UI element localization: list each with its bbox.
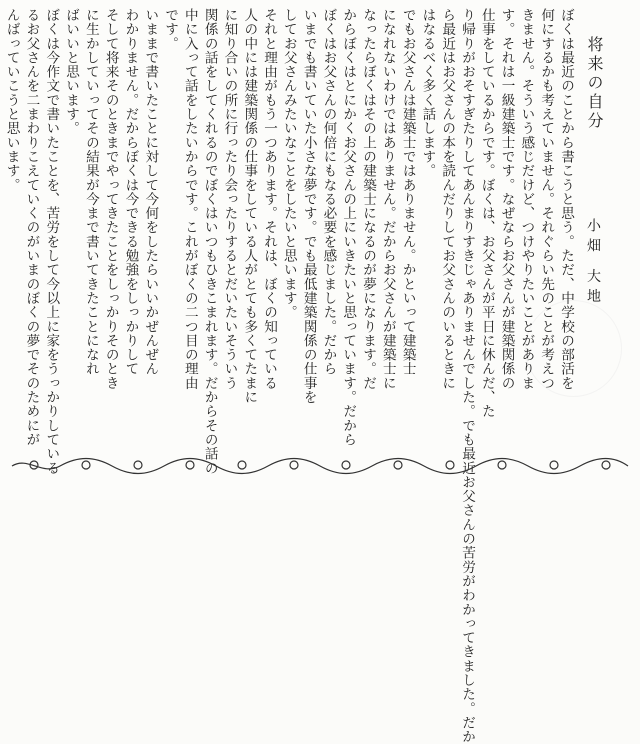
- essay-line: に生かしていってその結果が今まで書いてきたことになれ: [82, 8, 99, 376]
- essay-line: いままで書いたことに対して今何をしたらいいかぜんぜん: [142, 8, 159, 376]
- essay-line: になれないわけではありません。だからお父さんが建築士に: [379, 8, 396, 391]
- essay-line: ら最近はお父さんの本を読んだりしてお父さんのいるときに: [439, 8, 456, 391]
- essay-line: ばいいと思います。: [63, 8, 80, 136]
- essay-line: す。それは一級建築士です。なぜならお父さんが建築関係の: [498, 8, 515, 391]
- essay-line: んばっていこうと思います。: [3, 8, 20, 192]
- essay-line: ぼくは最近のことから書こうと思う。ただ、中学校の部活を: [558, 8, 574, 391]
- essay-line: 何にするかも考えていません。それぐらい先のことが考えつ: [538, 8, 555, 391]
- essay-line: 仕事をしているからです。ぼくは、お父さんが平日に休んだ、た: [478, 8, 495, 419]
- essay-body: [3, 8, 575, 744]
- essay-line: はなるべく多く話します。: [419, 8, 436, 178]
- author-name: 小畑 大地: [585, 218, 601, 309]
- essay-title: 将来の自分: [585, 36, 604, 131]
- essay-line: ぼくはお父さんの何倍にもなる必要を感じました。だから: [320, 8, 337, 376]
- essay-line: そして将来そのときまでやってきたことをしっかりそのとき: [102, 8, 119, 391]
- essay-line: り帰りがおそすぎたりしてあんまりすきじゃありませんでした。でも最近お父さんの苦労がわかってきました。だか: [459, 8, 476, 744]
- essay-line: です。: [162, 8, 179, 51]
- essay-line: なったらぼくはその上の建築士になるのが夢になります。だ: [360, 8, 377, 391]
- essay-line: からぼくはとにかくお父さんの上にいきたいと思っています。だから: [340, 8, 357, 447]
- essay-line: るお父さんを二まわりこえていくのがいまのぼくの夢でそのためにが: [23, 8, 40, 447]
- essay-line: わかりません。だからぼくは今できる勉強をしっかりして: [122, 8, 139, 376]
- decorative-border: [8, 452, 632, 478]
- essay-line: いまでも書いていた小さな夢です。でも最低建築関係の仕事を: [300, 8, 317, 405]
- essay-line: きません。そういう感じだけど、つけやりたいことがありま: [518, 8, 535, 391]
- essay-line: でもお父さんは建築士ではありません。かといって建築士: [399, 8, 416, 376]
- essay-line: 関係の話をしてくれるのでぼくはいつもひきこまれます。だからその話の: [201, 8, 218, 475]
- essay-line: ぼくは今作文で書いたことを、苦労をして今以上に家をうっかりしている: [43, 8, 60, 475]
- essay-line: それと理由がもう一つあります。それは、ぼくの知っている: [261, 8, 278, 391]
- essay-line: 人の中には建築関係の仕事をしている人がとても多くてたまに: [241, 8, 258, 405]
- essay-line: に知り合いの所に行ったり会ったりするとだいたいそういう: [221, 8, 238, 391]
- essay-line: してお父さんみたいなことをしたいと思います。: [280, 8, 297, 320]
- essay-line: 中に入って話をしたいからです。これがぼくの二つ目の理由: [181, 8, 198, 391]
